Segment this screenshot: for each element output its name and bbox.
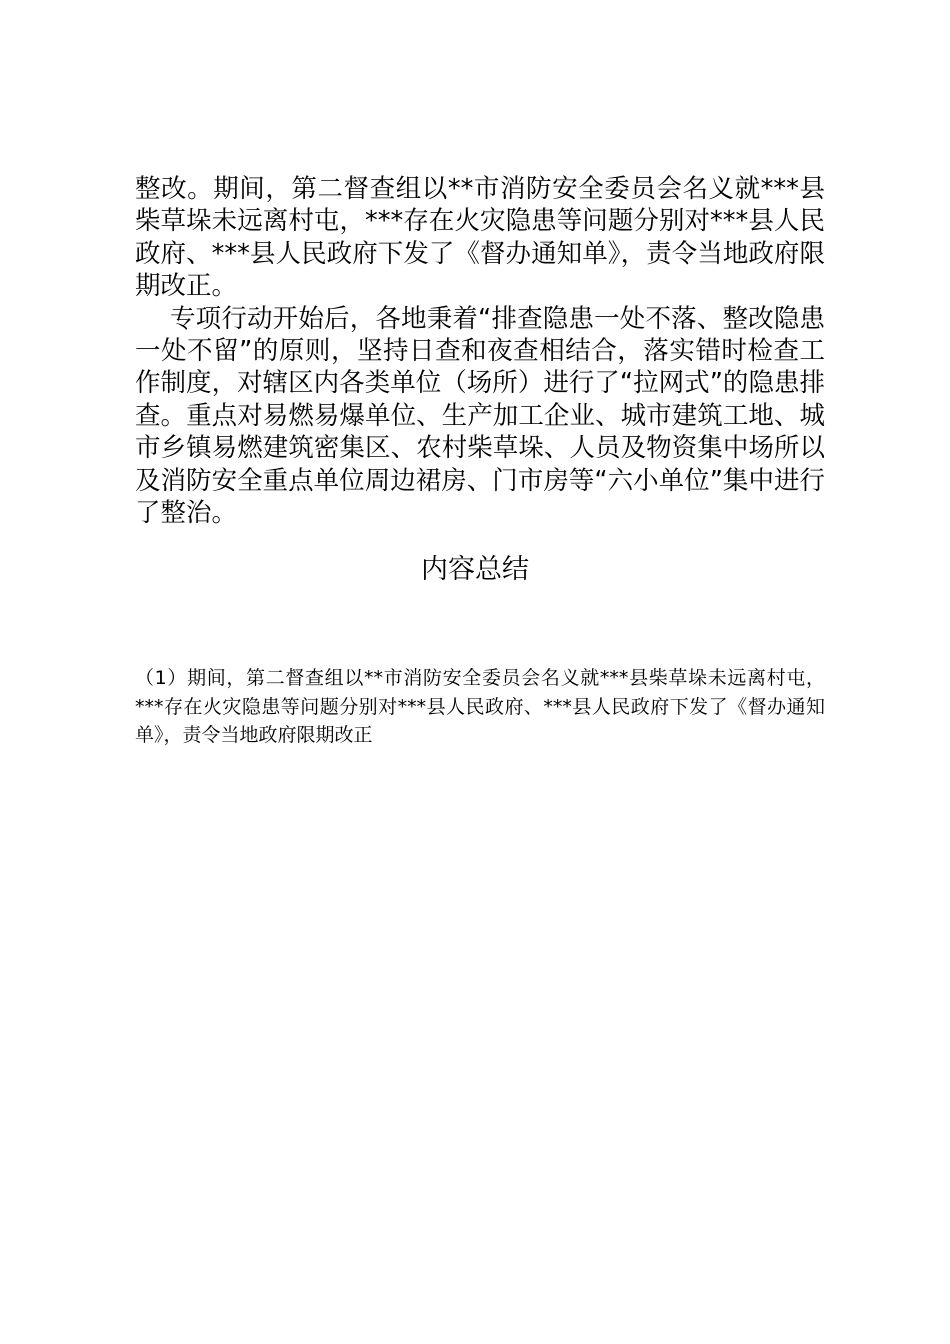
summary-item: （1）期间，第二督查组以**市消防安全委员会名义就***县柴草垛未远离村屯，***存在火灾隐患等问题分别对***县人民政府、***县人民政府下发了《督办通知单》，责令当地政府限期改正 (135, 667, 825, 746)
document-body (135, 173, 825, 529)
body-paragraph-special-action: 专项行动开始后，各地秉着“排查隐患一处不落、整改隐患一处不留”的原则，坚持日查和夜查相结合，落实错时检查工作制度，对辖区内各类单位（场所）进行了“拉网式”的隐患排查。重点对易燃易爆单位、生产加工企业、城市建筑工地、城市乡镇易燃建筑密集区、农村柴草垛、人员及物资集中场所以及消防安全重点单位周边裙房、门市房等“六小单位”集中进行了整治。 (135, 303, 825, 529)
summary-heading: 内容总结 (421, 554, 529, 585)
summary-section (135, 664, 825, 750)
body-paragraph-continued: 整改。期间，第二督查组以**市消防安全委员会名义就***县柴草垛未远离村屯，***存在火灾隐患等问题分别对***县人民政府、***县人民政府下发了《督办通知单》，责令当地政府限期改正。 (135, 174, 825, 302)
